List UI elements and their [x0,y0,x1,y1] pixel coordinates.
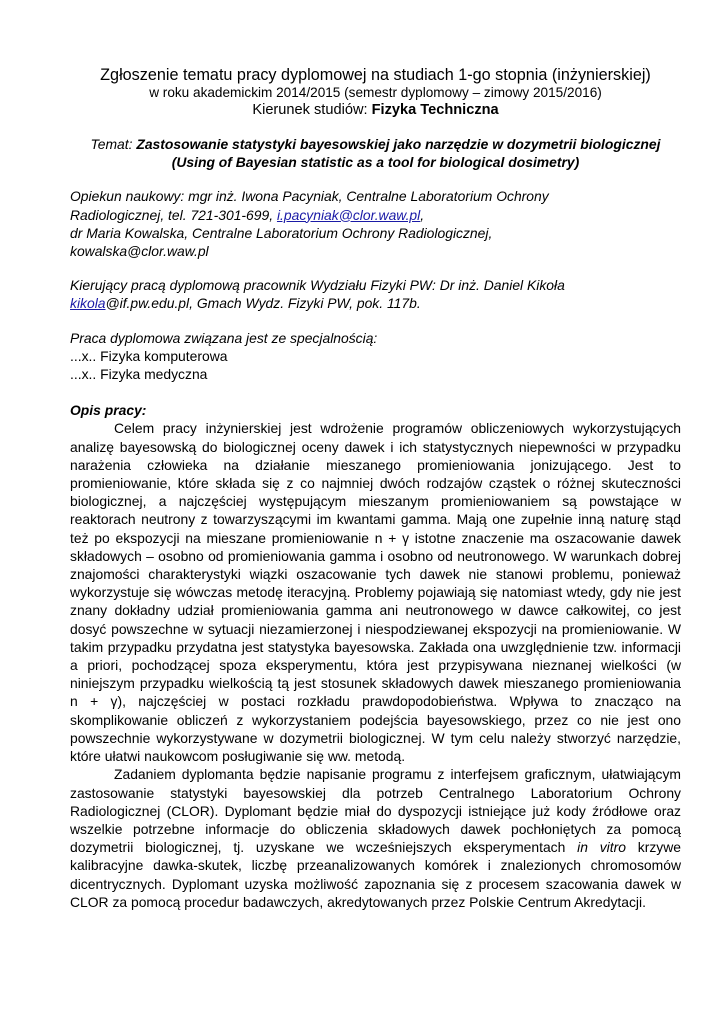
specialization-section [70,329,681,384]
paragraph-2-end: krzywe kalibracyjne dawka-skutek, liczbę przeanalizowanych komórek i znalezionych chromosomów dicentrycznych. Dyplomant uzyska możliwość zapoznania się z procesem szacowania dawek w CLOR za pomocą procedur badawczych, akredytowanych przez Polskie Centrum Akredytacji. [70,839,681,910]
topic-label: Temat: [90,136,137,152]
field-value: Fizyka Techniczna [371,102,499,118]
specialization-intro: Praca dyplomowa związana jest ze specjalnością: [70,329,378,346]
description-paragraph-2 [70,765,681,911]
supervisor-line-1: Opiekun naukowy: mgr inż. Iwona Pacyniak, Centralne Laboratorium Ochrony [70,188,549,205]
specialization-item-1: ...x.. Fizyka komputerowa [70,347,228,364]
director-email-link[interactable]: kikola [70,295,106,312]
description-paragraph-1: Celem pracy inżynierskiej jest wdrożenie programów obliczeniowych wykorzystujących analizę bayesowską do biologicznej oceny dawek i ich statystycznych niepewności w przypadku narażenia człowieka na działanie mieszanego promieniowania jonizującego. Jest to promieniowanie, które składa się z co najmniej dwóch rodzajów cząstek o różnej skuteczności biologicznej, a najczęściej występującym mieszanym promieniowaniem są powstające w reaktorach neutrony z towarzyszącymi im kwantami gamma. Mają one zupełnie inną naturę stąd też po ekspozycji na mieszane promieniowanie n + γ istotne znaczenie ma oszacowanie dawek składowych – osobno od promieniowania gamma i osobno od neutronowego. W warunkach dobrej znajomości charakterystyki wiązki oszacowanie tych dawek nie stanowi problemu, ponieważ wykorzystuje się wówczas metodę iteracyjną. Problemy pojawiają się natomiast wtedy, gdy nie jest znany dokładny udział promieniowania gamma ani neutronowego w dawce całkowitej, co jest dosyć powszechne w sytuacji niezamierzonej i niespodziewanej ekspozycji na promieniowanie. W takim przypadku przydatna jest statystyka bayesowska. Zakłada ona uwzględnienie tzw. informacji a priori, pochodzącej spoza eksperymentu, która jest przypisywana nieznanej wielkości (w niniejszym przypadku wielkością tą jest stosunek składowych dawek mieszanego promieniowania n + γ), najczęściej w postaci rozkładu prawdopodobieństwa. Wpływa to znacząco na skomplikowanie obliczeń z wykorzystaniem podejścia bayesowskiego, przez co nie jest ono powszechnie wykorzystywane w dozymetrii biologicznej. W tym celu należy stworzyć narzędzie, które ułatwi naukowcom posługiwanie się ww. metodą. [70,420,681,765]
paragraph-2-start: Zadaniem dyplomanta będzie napisanie programu z interfejsem graficznym, ułatwiającym zastosowanie statystyki bayesowskiej dla potrzeb Centralnego Laboratorium Ochrony Radiologicznej (CLOR). Dyplomant będzie miał do dyspozycji istniejące już kody źródłowe oraz wszelkie potrzebne informacje do obliczenia składowych dawek pochłoniętych za pomocą dozymetrii biologicznej, tj. uzyskane we wcześniejszych eksperymentach [70,766,681,856]
topic [70,135,681,171]
in-vitro-term: in vitro [577,839,626,856]
field-of-study [70,101,681,119]
document-title: Zgłoszenie tematu pracy dyplomowej na studiach 1-go stopnia (inżynierskiej) [100,66,651,84]
director-section [70,276,681,312]
specialization-item-2: ...x.. Fizyka medyczna [70,366,208,383]
academic-year: w roku akademickim 2014/2015 (semestr dyplomowy – zimowy 2015/2016) [149,85,602,100]
field-label: Kierunek studiów: [252,102,372,118]
supervisor-section [70,187,681,260]
director-line-2 [70,294,681,312]
description-heading: Opis pracy: [70,402,147,419]
document-header [70,66,681,119]
supervisor-email-link[interactable]: i.pacyniak@clor.waw.pl [276,206,421,223]
director-address: , Gmach Wydz. Fizyki PW, pok. 117b. [189,295,421,312]
supervisor-comma: , [420,206,425,223]
topic-en: (Using of Bayesian statistic as a tool for biological dosimetry) [171,154,580,171]
supervisor-line-2 [70,206,681,224]
supervisor-phone: Radiologicznej, tel. 721-301-699, [70,206,277,223]
supervisor-line-4: kowalska@clor.waw.pl [70,243,209,260]
topic-pl: Zastosowanie statystyki bayesowskiej jako narzędzie w dozymetrii biologicznej [136,136,661,152]
director-email-domain: @if.pw.edu.pl [105,295,190,312]
document [70,66,681,911]
supervisor-line-3: dr Maria Kowalska, Centralne Laboratorium Ochrony Radiologicznej, [70,224,493,241]
director-line-1: Kierujący pracą dyplomową pracownik Wydziału Fizyki PW: Dr inż. Daniel Kikoła [70,277,565,294]
